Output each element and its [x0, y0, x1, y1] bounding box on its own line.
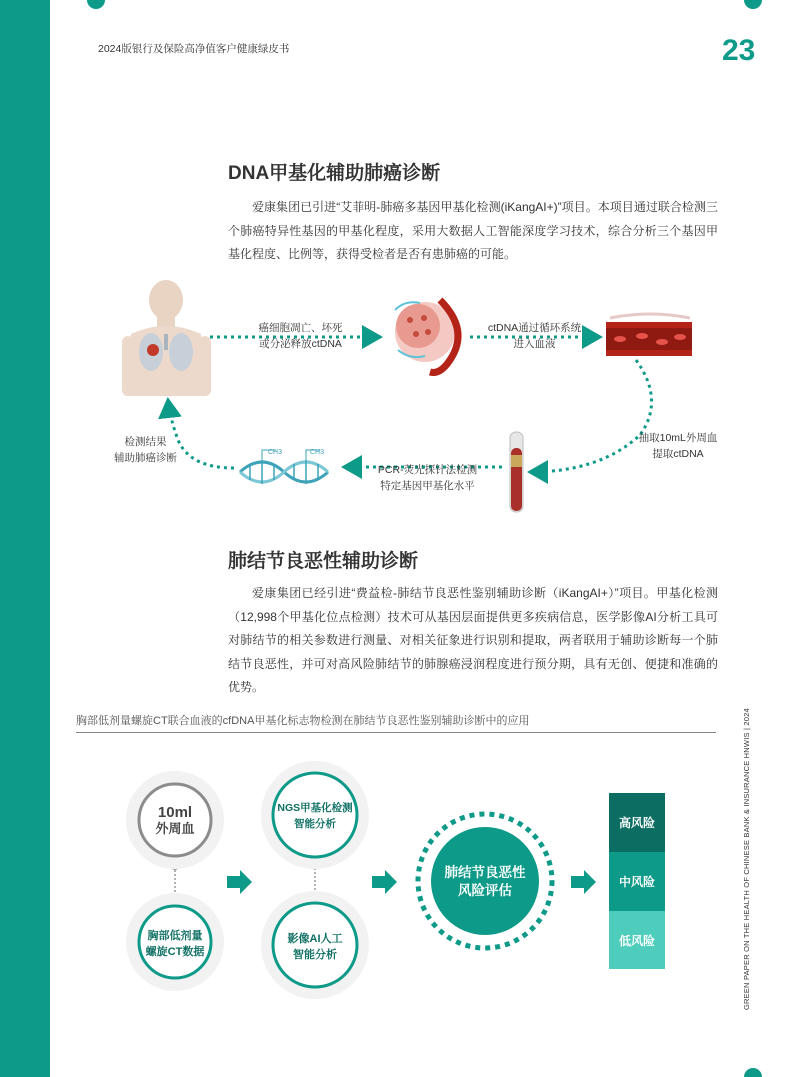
- risk-low: 低风险: [609, 911, 665, 969]
- node-result-line2: 风险评估: [458, 883, 512, 898]
- flow-step5-line1: 检测结果: [124, 436, 167, 448]
- page-number: 23: [722, 34, 756, 67]
- node-blood-line1: 10ml: [157, 804, 193, 821]
- node-blood-text: [135, 805, 215, 837]
- arrow-right-2: [372, 870, 397, 894]
- dna-tag-2: CH3: [310, 449, 325, 456]
- flow-step2-line2: 进入血液: [513, 338, 556, 350]
- node-ct-text: [135, 928, 215, 960]
- node-ngs-line2: 智能分析: [294, 818, 336, 830]
- node-ai-text: [270, 931, 360, 963]
- arrow-right-3: [571, 870, 596, 894]
- node-ngs-line1: NGS甲基化检测: [277, 802, 353, 814]
- flow-step4-line2: 特定基因甲基化水平: [380, 480, 475, 492]
- flow-step5-line2: 辅助肺癌诊断: [114, 452, 177, 464]
- figure-title: 胸部低剂量螺旋CT联合血液的cfDNA甲基化标志物检测在肺结节良恶性鉴别辅助诊断中的应用: [76, 715, 530, 727]
- flow-step3-line1: 抽取10mL外周血: [638, 432, 718, 444]
- node-ct-line2: 螺旋CT数据: [145, 946, 205, 958]
- node-result-line1: 肺结节良恶性: [444, 865, 526, 880]
- node-ct-line1: 胸部低剂量: [147, 930, 203, 942]
- node-ai-line2: 智能分析: [293, 949, 337, 961]
- side-label-text: GREEN PAPER ON THE HEALTH OF CHINESE BANK & INSURANCE HNWIS | 2024: [742, 708, 751, 1010]
- section1-paragraph: 爱康集团已引进“艾菲明-肺癌多基因甲基化检测(iKangAI+)”项目。本项目通过联合检测三个肺癌特异性基因的甲基化程度，采用大数据人工智能深度学习技术，综合分析三个基因甲基化程度、比例等，获得受检者是否有患肺癌的可能。: [228, 200, 718, 261]
- arrow-right-1: [227, 870, 252, 894]
- section2-paragraph: 爱康集团已经引进“费益检-肺结节良恶性鉴别辅助诊断（iKangAI+）”项目。甲基化检测（12,998个甲基化位点检测）技术可从基因层面提供更多疾病信息，医学影像AI分析工具可对肺结节的相关参数进行测量、对相关征象进行识别和提取，两者联用于辅助诊断每一个肺结节良恶性，并可对高风险肺结节的肺腺癌浸润程度进行预分期，具有无创、便捷和准确的优势。: [228, 586, 718, 694]
- flow-step2-line1: ctDNA通过循环系统: [487, 322, 582, 334]
- flow-step3-line2: 提取ctDNA: [652, 448, 704, 460]
- risk-high: 高风险: [609, 793, 665, 852]
- risk-medium: 中风险: [609, 852, 665, 911]
- flow-step1-line1: 癌细胞凋亡、坏死: [258, 322, 343, 334]
- section1-heading: DNA甲基化辅助肺癌诊断: [228, 163, 441, 184]
- dna-tag-1: CH3: [268, 449, 283, 456]
- node-ai-line1: 影像AI人工: [287, 933, 343, 945]
- section2-heading: 肺结节良恶性辅助诊断: [228, 551, 419, 572]
- flow-step4-line1: PCR-荧光探针法检测: [377, 464, 478, 476]
- node-result-text: [435, 864, 535, 900]
- header-title: 2024版银行及保险高净值客户健康绿皮书: [98, 43, 290, 55]
- node-blood-line2: 外周血: [155, 821, 195, 836]
- flow-step1-line2: 或分泌释放ctDNA: [259, 338, 342, 350]
- node-ngs-text: [270, 800, 360, 832]
